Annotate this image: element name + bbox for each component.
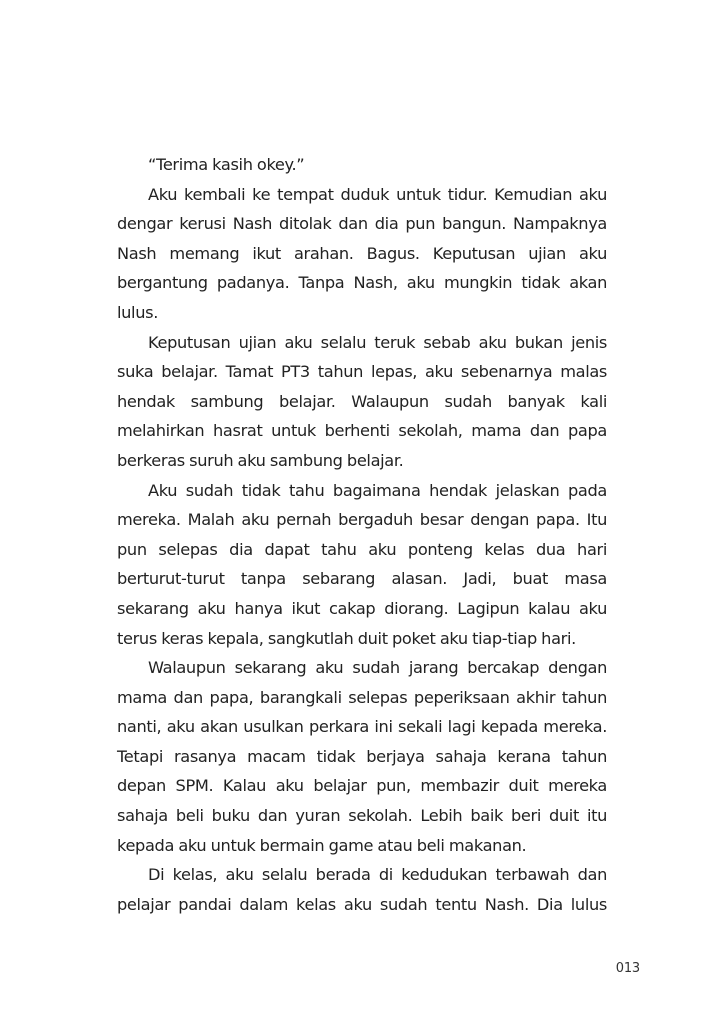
paragraph-6: Di kelas, aku selalu berada di kedudukan terbawah dan pelajar pandai dalam kelas aku sudah tentu Nash. Dia lulus [117, 865, 607, 914]
paragraph-5: Walaupun sekarang aku sudah jarang bercakap dengan mama dan papa, barangkali selepas peperiksaan akhir tahun nanti, aku akan usulkan perkara ini sekali lagi kepada mereka. Tetapi rasanya macam tidak berjaya sahaja kerana tahun depan SPM. Kalau aku belajar pun, membazir duit mereka sahaja beli buku dan yuran sekolah. Lebih baik beri duit itu kepada aku untuk bermain game atau beli makanan. [117, 658, 607, 855]
paragraph-2: Aku kembali ke tempat duduk untuk tidur. Kemudian aku dengar kerusi Nash ditolak dan dia pun bangun. Nampaknya Nash memang ikut arahan. Bagus. Keputusan ujian aku bergantung padanya. Tanpa Nash, aku mungkin tidak akan lulus. [117, 184, 607, 322]
page-number: 013 [615, 961, 640, 976]
paragraph-1: “Terima kasih okey.” [148, 155, 305, 174]
paragraph-3: Keputusan ujian aku selalu teruk sebab aku bukan jenis suka belajar. Tamat PT3 tahun lepas, aku sebenarnya malas hendak sambung belajar. Walaupun sudah banyak kali melahirkan hasrat untuk berhenti sekolah, mama dan papa berkeras suruh aku sambung belajar. [117, 332, 607, 470]
body-text [117, 150, 607, 919]
paragraph-4: Aku sudah tidak tahu bagaimana hendak jelaskan pada mereka. Malah aku pernah bergaduh besar dengan papa. Itu pun selepas dia dapat tahu aku ponteng kelas dua hari berturut-turut tanpa sebarang alasan. Jadi, buat masa sekarang aku hanya ikut cakap diorang. Lagipun kalau aku terus keras kepala, sangkutlah duit poket aku tiap-tiap hari. [117, 480, 607, 648]
